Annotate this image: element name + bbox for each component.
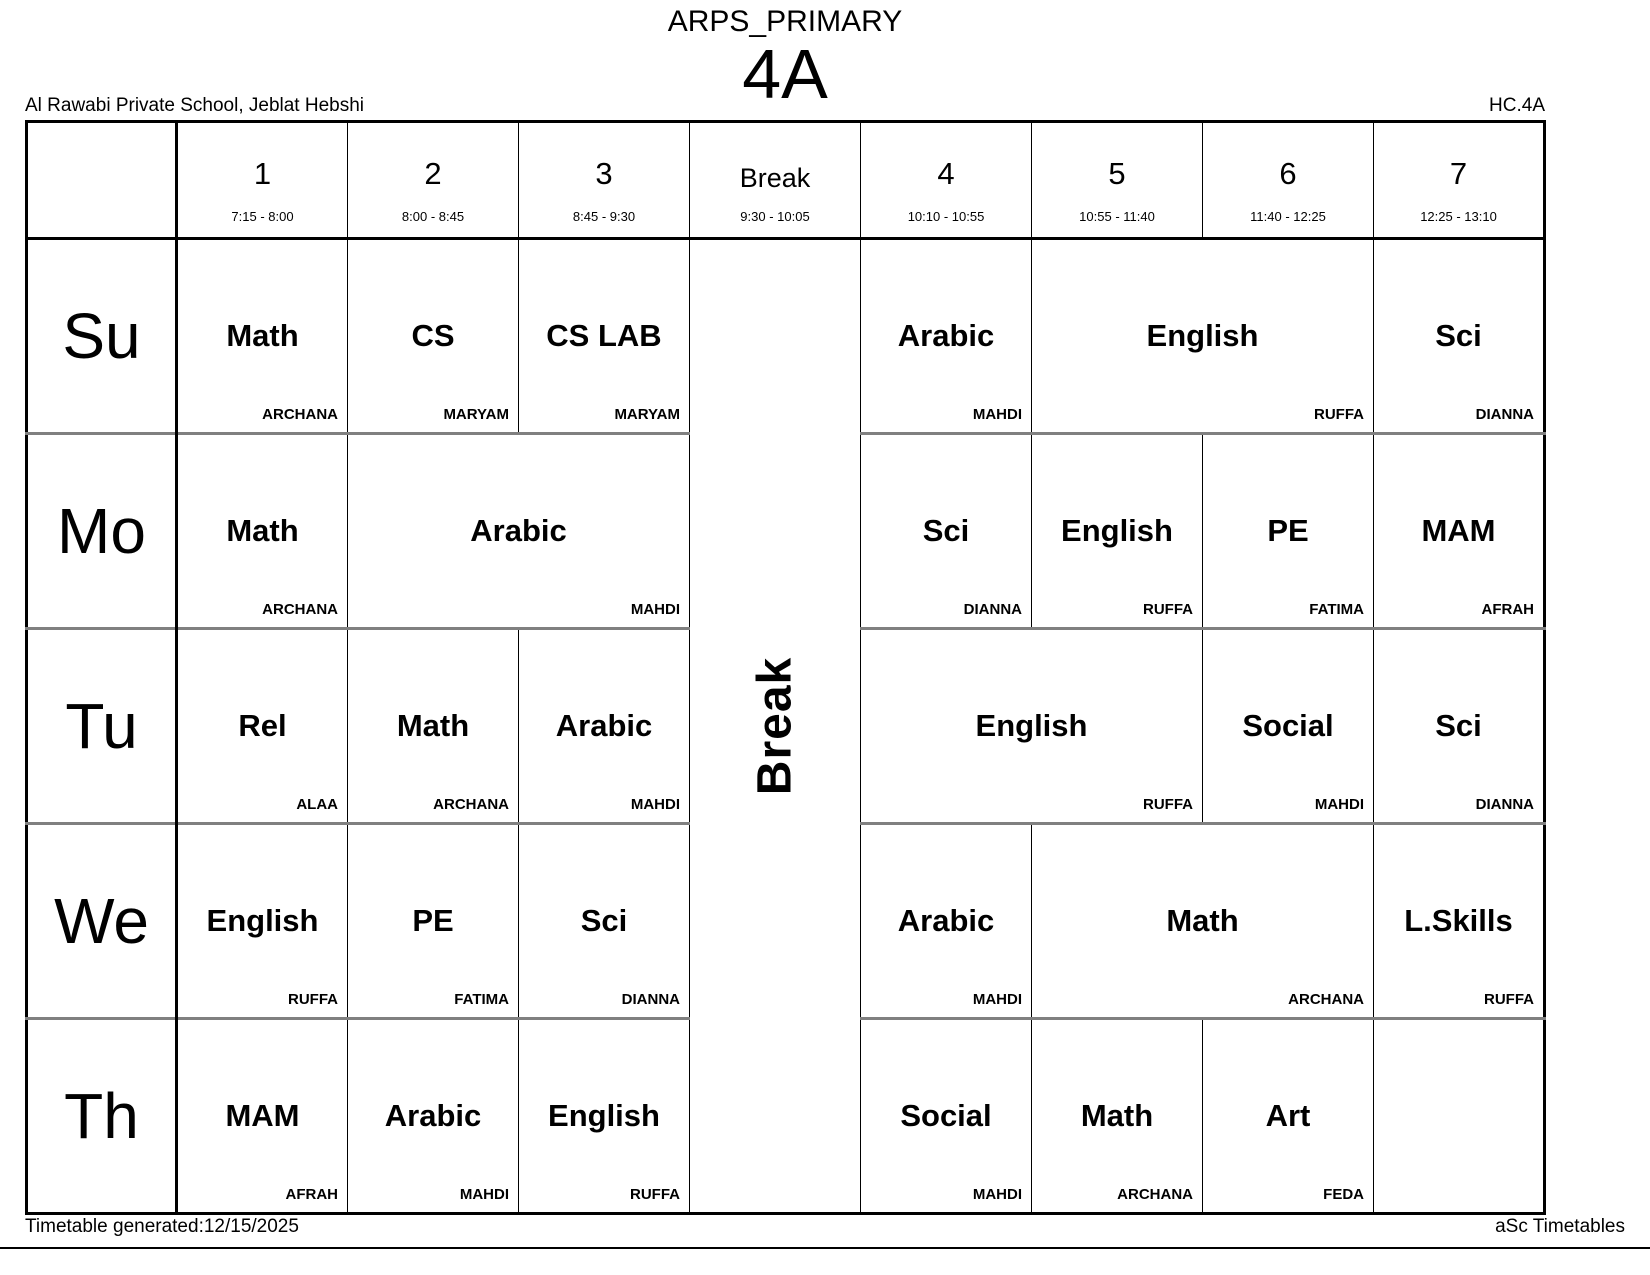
- period-number: 5: [1108, 156, 1126, 191]
- lesson-th-p4: [861, 1019, 1032, 1214]
- day-label-mo: Mo: [27, 434, 177, 629]
- teacher-label: AFRAH: [285, 1186, 338, 1203]
- period-header-1: [177, 122, 348, 239]
- subject-label: Sci: [922, 513, 970, 548]
- period-time: 12:25 - 13:10: [1420, 209, 1497, 224]
- period-number: 6: [1279, 156, 1297, 191]
- teacher-label: MAHDI: [1314, 796, 1364, 813]
- timetable: [25, 120, 1546, 1215]
- lesson-mo-p2-p3: [348, 434, 690, 629]
- lesson-we-p4: [861, 824, 1032, 1019]
- lesson-th-p7-empty: [1374, 1019, 1545, 1214]
- subject-label: Sci: [1435, 318, 1482, 353]
- day-label-we: We: [27, 824, 177, 1019]
- subject-label: Arabic: [384, 1098, 482, 1133]
- teacher-label: AFRAH: [1481, 601, 1534, 618]
- lesson-we-p3: [519, 824, 690, 1019]
- lesson-tu-p4-p5: [861, 629, 1203, 824]
- lesson-we-p7: [1374, 824, 1545, 1019]
- teacher-label: RUFFA: [288, 991, 338, 1008]
- class-code: HC.4A: [1489, 95, 1545, 116]
- subject-label: PE: [412, 903, 454, 938]
- row-sunday: [27, 239, 1545, 434]
- subject-label: Sci: [1435, 708, 1482, 743]
- day-label-su: Su: [27, 239, 177, 434]
- lesson-tu-p7: [1374, 629, 1545, 824]
- lesson-mo-p5: [1032, 434, 1203, 629]
- teacher-label: RUFFA: [1143, 601, 1193, 618]
- subject-label: Social: [1242, 708, 1334, 743]
- period-number: 7: [1449, 156, 1468, 191]
- teacher-label: DIANNA: [621, 991, 680, 1008]
- subject-label: MAM: [225, 1098, 300, 1133]
- lesson-tu-p1: [177, 629, 348, 824]
- subject-label: Math: [396, 708, 470, 743]
- teacher-label: MAHDI: [459, 1186, 509, 1203]
- break-cell: [690, 239, 861, 1214]
- lesson-we-p1: [177, 824, 348, 1019]
- period-header-4: [861, 122, 1032, 239]
- period-header-3: [519, 122, 690, 239]
- period-time: 11:40 - 12:25: [1250, 209, 1326, 224]
- lesson-mo-p6: [1203, 434, 1374, 629]
- subject-label: Rel: [238, 708, 287, 743]
- page-title: ARPS_PRIMARY: [667, 5, 903, 38]
- period-header-2: [348, 122, 519, 239]
- subject-label: Math: [226, 318, 299, 353]
- teacher-label: ARCHANA: [262, 601, 338, 618]
- lesson-we-p2: [348, 824, 519, 1019]
- header-row: [27, 122, 1545, 239]
- teacher-label: FEDA: [1323, 1186, 1364, 1203]
- teacher-label: RUFFA: [1484, 991, 1534, 1008]
- footer-brand: aSc Timetables: [1495, 1216, 1625, 1237]
- subject-label: English: [1061, 513, 1173, 548]
- top-info-line: [25, 94, 1545, 118]
- lesson-su-p4: [861, 239, 1032, 434]
- lesson-tu-p6: [1203, 629, 1374, 824]
- period-number: 3: [595, 156, 613, 191]
- period-number: 4: [937, 156, 955, 191]
- break-label: Break: [748, 656, 802, 796]
- day-label-tu: Tu: [27, 629, 177, 824]
- footer-generated: Timetable generated:12/15/2025: [25, 1216, 299, 1237]
- teacher-label: MARYAM: [443, 406, 509, 423]
- lesson-mo-p7: [1374, 434, 1545, 629]
- day-column-header: [27, 122, 177, 239]
- lesson-th-p1: [177, 1019, 348, 1214]
- bottom-rule: [0, 1247, 1650, 1249]
- lesson-su-p1: [177, 239, 348, 434]
- school-name: Al Rawabi Private School, Jeblat Hebshi: [25, 95, 365, 116]
- period-time: 8:45 - 9:30: [572, 209, 636, 224]
- subject-label: PE: [1267, 513, 1309, 548]
- lesson-tu-p3: [519, 629, 690, 824]
- teacher-label: ARCHANA: [433, 796, 509, 813]
- period-header-7: [1374, 122, 1545, 239]
- subject-label: English: [1146, 318, 1259, 353]
- class-title: 4A: [742, 35, 828, 113]
- teacher-label: MAHDI: [972, 406, 1022, 423]
- teacher-label: FATIMA: [1309, 601, 1364, 618]
- teacher-label: MARYAM: [614, 406, 680, 423]
- subject-label: CS LAB: [546, 318, 662, 353]
- period-time: 10:55 - 11:40: [1079, 209, 1155, 224]
- teacher-label: DIANNA: [1475, 796, 1534, 813]
- teacher-label: RUFFA: [630, 1186, 680, 1203]
- subject-label: Art: [1265, 1098, 1311, 1133]
- subject-label: Math: [226, 513, 299, 548]
- period-time: 7:15 - 8:00: [231, 209, 294, 224]
- period-time: 10:10 - 10:55: [907, 209, 985, 224]
- teacher-label: ARCHANA: [1117, 1186, 1193, 1203]
- subject-label: Arabic: [555, 708, 653, 743]
- day-label-th: Th: [27, 1019, 177, 1214]
- lesson-th-p2: [348, 1019, 519, 1214]
- teacher-label: ARCHANA: [262, 406, 338, 423]
- period-time: 8:00 - 8:45: [401, 209, 465, 224]
- lesson-th-p6: [1203, 1019, 1374, 1214]
- teacher-label: RUFFA: [1143, 796, 1193, 813]
- subject-label: Arabic: [897, 318, 995, 353]
- period-time: 9:30 - 10:05: [740, 209, 810, 224]
- period-number: 2: [424, 156, 442, 191]
- lesson-tu-p2: [348, 629, 519, 824]
- lesson-mo-p4: [861, 434, 1032, 629]
- teacher-label: MAHDI: [630, 601, 680, 618]
- period-header-5: [1032, 122, 1203, 239]
- subject-label: Arabic: [897, 903, 995, 938]
- lesson-su-p7: [1374, 239, 1545, 434]
- period-header-6: [1203, 122, 1374, 239]
- lesson-th-p3: [519, 1019, 690, 1214]
- teacher-label: MAHDI: [972, 1186, 1022, 1203]
- teacher-label: MAHDI: [630, 796, 680, 813]
- break-column-header: [690, 122, 861, 239]
- period-number: 1: [253, 156, 272, 191]
- lesson-su-p3: [519, 239, 690, 434]
- subject-label: English: [975, 708, 1088, 743]
- subject-label: Social: [900, 1098, 992, 1133]
- lesson-mo-p1: [177, 434, 348, 629]
- subject-label: Math: [1080, 1098, 1154, 1133]
- teacher-label: DIANNA: [1475, 406, 1534, 423]
- teacher-label: FATIMA: [454, 991, 509, 1008]
- lesson-su-p2: [348, 239, 519, 434]
- subject-label: Sci: [580, 903, 628, 938]
- teacher-label: RUFFA: [1314, 406, 1364, 423]
- subject-label: CS: [411, 318, 455, 353]
- subject-label: Arabic: [470, 513, 567, 548]
- lesson-th-p5: [1032, 1019, 1203, 1214]
- subject-label: English: [206, 903, 319, 938]
- subject-label: L.Skills: [1404, 903, 1513, 938]
- break-header-label: Break: [739, 163, 811, 193]
- teacher-label: ARCHANA: [1288, 991, 1364, 1008]
- teacher-label: ALAA: [296, 796, 338, 813]
- lesson-su-p5-p6: [1032, 239, 1374, 434]
- subject-label: Math: [1166, 903, 1239, 938]
- teacher-label: MAHDI: [972, 991, 1022, 1008]
- subject-label: MAM: [1421, 513, 1496, 548]
- lesson-we-p5-p6: [1032, 824, 1374, 1019]
- subject-label: English: [548, 1098, 660, 1133]
- teacher-label: DIANNA: [963, 601, 1022, 618]
